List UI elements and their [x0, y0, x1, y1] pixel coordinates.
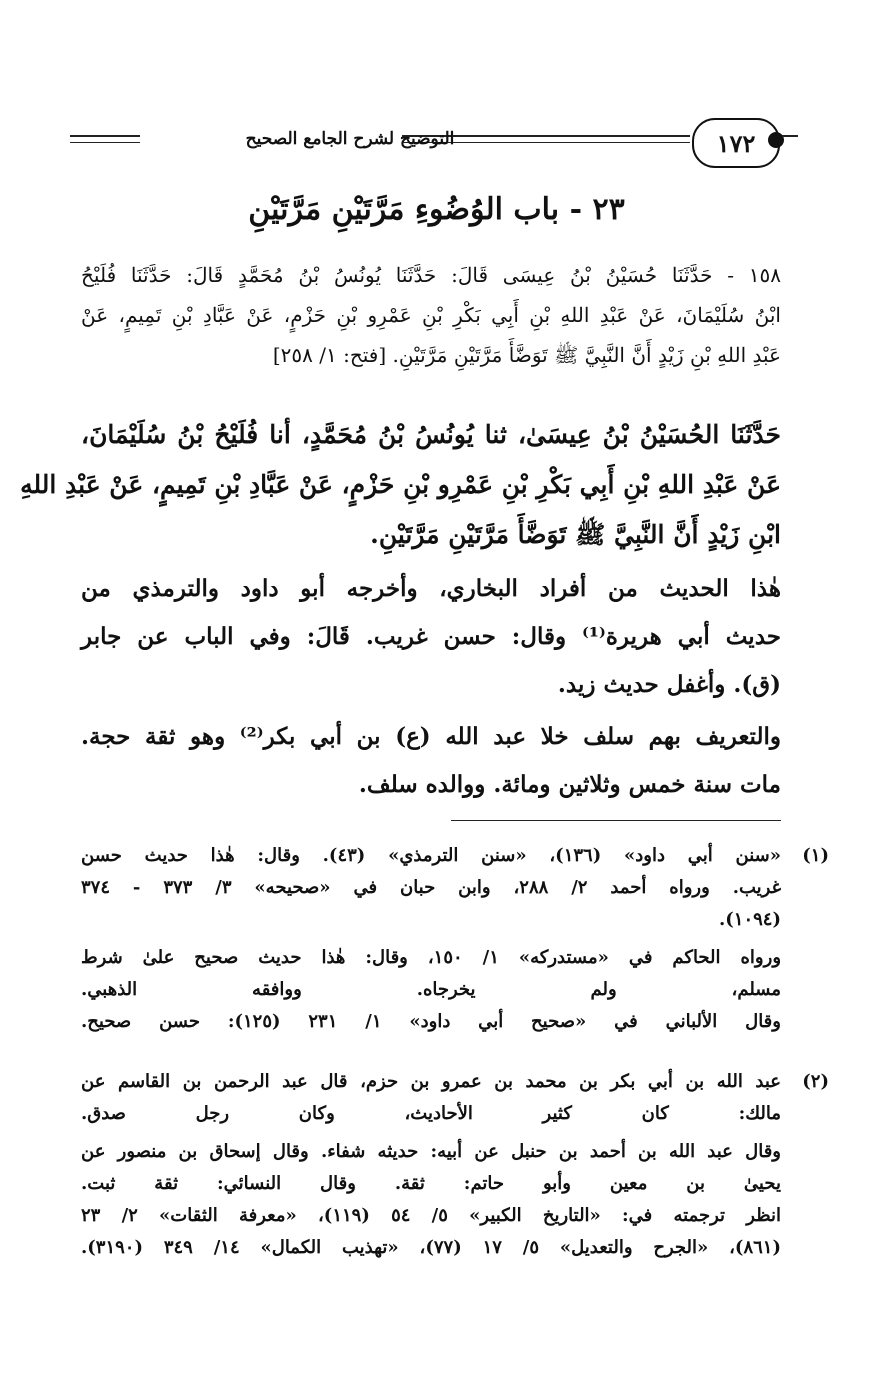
- chapter-title: ٢٣ - باب الوُضُوءِ مَرَّتَيْنِ مَرَّتَيْنِ: [248, 192, 625, 227]
- hadith-line: ابْنُ سُلَيْمَانَ، عَنْ عَبْدِ اللهِ بْنِ أَبِي بَكْرِ بْنِ عَمْرِو بْنِ حَزْمٍ، عَنْ عَبَّادِ بْنِ تَمِيمٍ، عَنْ: [81, 303, 781, 327]
- footnote-line: يحيىٰ بن معين وأبو حاتم: ثقة. وقال النسائي: ثقة ثبت.: [81, 1173, 781, 1194]
- commentary-line: هٰذا الحديث من أفراد البخاري، وأخرجه أبو داود والترمذي من: [81, 575, 781, 602]
- hadith-line: عَبْدِ اللهِ بْنِ زَيْدٍ أَنَّ النَّبِيَّ ﷺ تَوَضَّأَ مَرَّتَيْنِ مَرَّتَيْنِ. [فتح: ١/ ٢٥٨]: [272, 343, 781, 367]
- isnad-line: ابْنِ زَيْدٍ أَنَّ النَّبِيَّ ﷺ تَوَضَّأَ مَرَّتَيْنِ مَرَّتَيْنِ.: [370, 520, 781, 549]
- footnote-number: (١): [802, 845, 829, 866]
- footnote-line: ورواه الحاكم في «مستدركه» ١/ ١٥٠، وقال: هٰذا حديث صحيح علىٰ شرط: [81, 947, 782, 968]
- footnote-line: عبد الله بن أبي بكر بن محمد بن عمرو بن حزم، قال عبد الرحمن بن القاسم عن: [81, 1071, 781, 1092]
- footnote-separator: [451, 820, 781, 821]
- hadith-text: [81, 255, 781, 375]
- footnote-line: مالك: كان كثير الأحاديث، وكان رجل صدق.: [81, 1103, 781, 1124]
- sharh-isnad: [20, 410, 781, 560]
- commentary-paragraph-1: [81, 565, 781, 709]
- commentary-line: حديث أبي هريرة⁽¹⁾ وقال: حسن غريب. قَالَ: وفي الباب عن جابر: [81, 623, 781, 650]
- footnote-line: «سنن أبي داود» (١٣٦)، «سنن الترمذي» (٤٣). وقال: هٰذا حديث حسن: [81, 845, 781, 866]
- running-header: [70, 118, 798, 168]
- isnad-line: حَدَّثَنَا الحُسَيْنُ بْنُ عِيسَىٰ، ثنا يُونُسُ بْنُ مُحَمَّدٍ، أنا فُلَيْحُ بْنُ سُلَيْمَانَ،: [81, 420, 781, 449]
- footnote-2: [81, 1066, 829, 1264]
- footnote-number: (٢): [802, 1071, 829, 1092]
- commentary-line: مات سنة خمس وثلاثين ومائة. ووالده سلف.: [358, 771, 781, 798]
- commentary-paragraph-2: [81, 713, 781, 809]
- footnote-line: انظر ترجمته في: «التاريخ الكبير» ٥/ ٥٤ (١١٩)، «معرفة الثقات» ٢/ ٢٣: [81, 1205, 782, 1226]
- header-rule-right: [782, 135, 798, 137]
- footnote-line: (٨٦١)، «الجرح والتعديل» ٥/ ١٧ (٧٧)، «تهذيب الكمال» ١٤/ ٣٤٩ (٣١٩٠).: [81, 1237, 781, 1258]
- commentary-line: والتعريف بهم سلف خلا عبد الله (ع) بن أبي بكر⁽²⁾ وهو ثقة حجة.: [81, 723, 781, 750]
- header-rule-left-2: [70, 142, 140, 143]
- page-number: ١٧٢: [692, 118, 780, 168]
- commentary-line: (ق). وأغفل حديث زيد.: [557, 671, 781, 698]
- hadith-line: ١٥٨ - حَدَّثَنَا حُسَيْنُ بْنُ عِيسَى قَالَ: حَدَّثَنَا يُونُسُ بْنُ مُحَمَّدٍ قَالَ: حَدَّثَنَا فُلَيْحُ: [81, 263, 781, 287]
- footnote-line: غريب. ورواه أحمد ٢/ ٢٨٨، وابن حبان في «صحيحه» ٣/ ٣٧٣ - ٣٧٤: [81, 877, 782, 898]
- isnad-line: عَنْ عَبْدِ اللهِ بْنِ أَبِي بَكْرِ بْنِ عَمْرِو بْنِ حَزْمٍ، عَنْ عَبَّادِ بْنِ تَمِيمٍ، عَنْ عَبْدِ اللهِ: [20, 470, 781, 499]
- footnote-line: وقال الألباني في «صحيح أبي داود» ١/ ٢٣١ (١٢٥): حسن صحيح.: [81, 1011, 781, 1032]
- footnote-line: وقال عبد الله بن أحمد بن حنبل عن أبيه: حديثه شفاء. وقال إسحاق بن منصور عن: [81, 1141, 781, 1162]
- book-title: التوضيح لشرح الجامع الصحيح: [245, 129, 455, 149]
- footnote-1: [81, 840, 829, 1038]
- header-rule-left: [70, 135, 140, 137]
- footnote-line: مسلم، ولم يخرجاه. ووافقه الذهبي.: [81, 979, 781, 1000]
- footnote-line: (١٠٩٤).: [719, 909, 781, 930]
